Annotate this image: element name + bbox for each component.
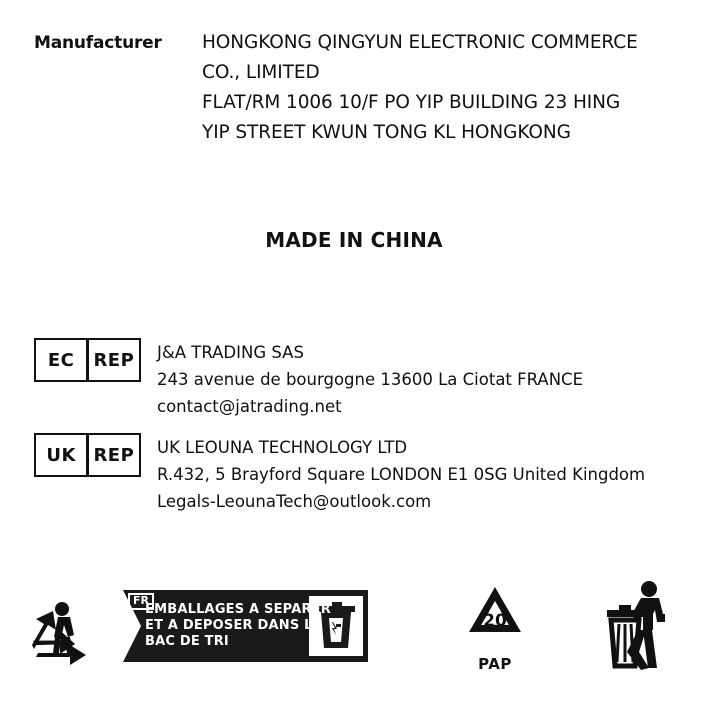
triman-sorting-icon (28, 587, 368, 667)
manufacturer-address-line: CO., LIMITED (202, 62, 320, 83)
ec-rep-badge-left: EC (47, 349, 75, 371)
pap-material-label: PAP (478, 655, 512, 673)
triman-banner (123, 590, 368, 662)
manufacturer-address-line: YIP STREET KWUN TONG KL HONGKONG (202, 122, 571, 143)
triman-figure-icon (28, 587, 118, 667)
uk-rep-details (157, 433, 645, 515)
uk-rep-badge-right: REP (93, 444, 135, 466)
manufacturer-block (34, 28, 684, 148)
ec-rep-name: J&A TRADING SAS (157, 343, 304, 362)
pap-recycling-symbol (455, 583, 545, 673)
tidyman-bin-icon (605, 580, 685, 672)
ec-rep-address: 243 avenue de bourgogne 13600 La Ciotat FRANCE (157, 370, 584, 389)
triman-instruction-line: ET A DEPOSER DANS LE (145, 618, 322, 633)
uk-rep-block (34, 433, 645, 515)
triman-instruction-line: EMBALLAGES A SEPARER (145, 602, 331, 617)
uk-rep-badge (34, 433, 141, 477)
triman-country-code: FR (128, 593, 154, 610)
tidyman-figure-icon (605, 580, 685, 672)
ec-rep-badge (34, 338, 141, 382)
pap-number: 20 (483, 611, 507, 631)
manufacturer-address (202, 28, 684, 148)
ec-rep-block (34, 338, 583, 420)
manufacturer-address-line: FLAT/RM 1006 10/F PO YIP BUILDING 23 HING (202, 92, 621, 113)
triman-instructions (145, 602, 331, 650)
ec-rep-badge-right: REP (93, 349, 135, 371)
uk-rep-address: R.432, 5 Brayford Square LONDON E1 0SG United Kingdom (157, 465, 646, 484)
triman-instruction-line: BAC DE TRI (145, 634, 229, 649)
uk-rep-name: UK LEOUNA TECHNOLOGY LTD (157, 438, 408, 457)
made-in-statement: MADE IN CHINA (265, 228, 443, 252)
manufacturer-address-line: HONGKONG QINGYUN ELECTRONIC COMMERCE (202, 32, 638, 53)
ec-rep-details (157, 338, 583, 420)
manufacturer-label: Manufacturer (34, 33, 162, 53)
footer-symbols (0, 575, 708, 685)
ec-rep-email: contact@jatrading.net (157, 397, 342, 416)
uk-rep-email: Legals-LeounaTech@outlook.com (157, 492, 432, 511)
uk-rep-badge-left: UK (46, 444, 76, 466)
